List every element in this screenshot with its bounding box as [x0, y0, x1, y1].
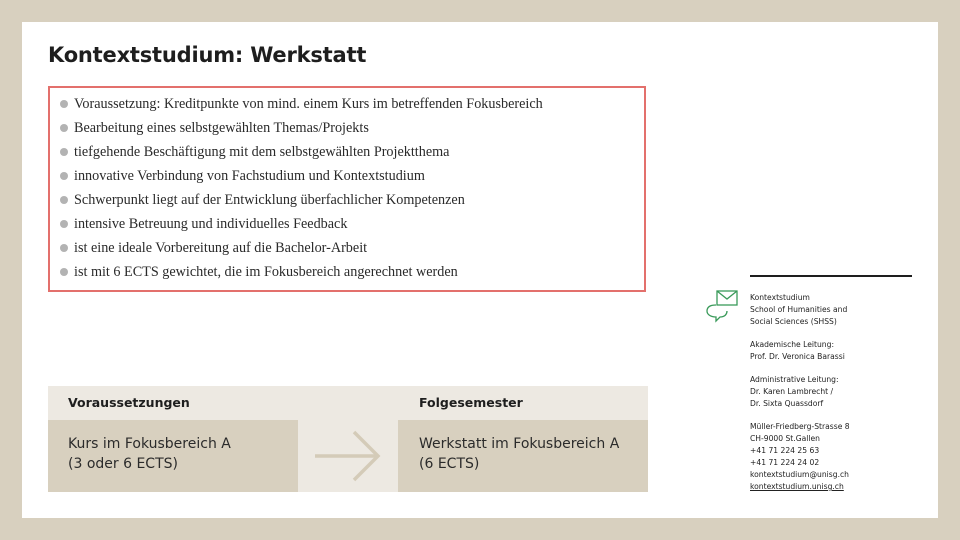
admin-lead-name: Dr. Sixta Quassdorf — [750, 399, 824, 408]
phone: +41 71 224 25 63 — [750, 446, 820, 455]
list-item: Bearbeitung eines selbstgewählten Themas/Projekts — [60, 118, 634, 142]
bullet-dot-icon — [60, 148, 68, 156]
bullet-list — [60, 94, 634, 286]
phone: +41 71 224 24 02 — [750, 458, 820, 467]
divider — [750, 275, 912, 277]
academic-lead-label: Akademische Leitung: — [750, 340, 835, 349]
bullet-dot-icon — [60, 196, 68, 204]
list-item: innovative Verbindung von Fachstudium und Kontextstudium — [60, 166, 634, 190]
flow-header-right: Folgesemester — [419, 395, 523, 410]
bullet-dot-icon — [60, 172, 68, 180]
list-item: intensive Betreuung und individuelles Feedback — [60, 214, 634, 238]
website-link[interactable]: kontextstudium.unisg.ch — [750, 482, 844, 491]
contact-org: School of Humanities and — [750, 305, 848, 314]
academic-lead-name: Prof. Dr. Veronica Barassi — [750, 352, 845, 361]
bullet-dot-icon — [60, 244, 68, 252]
email: kontextstudium@unisg.ch — [750, 470, 849, 479]
list-item: Schwerpunkt liegt auf der Entwicklung überfachlicher Kompetenzen — [60, 190, 634, 214]
flow-cell-right: Werkstatt im Fokusbereich A (6 ECTS) — [398, 420, 648, 492]
contact-org: Social Sciences (SHSS) — [750, 317, 837, 326]
bullet-box — [48, 86, 646, 292]
address-city: CH-9000 St.Gallen — [750, 434, 820, 443]
flow-table — [48, 386, 648, 492]
mail-chat-icon — [706, 289, 740, 323]
bullet-dot-icon — [60, 124, 68, 132]
admin-lead-name: Dr. Karen Lambrecht / — [750, 387, 834, 396]
address-street: Müller-Friedberg-Strasse 8 — [750, 422, 850, 431]
list-item: ist eine ideale Vorbereitung auf die Bachelor-Arbeit — [60, 238, 634, 262]
bullet-dot-icon — [60, 268, 68, 276]
list-item: Voraussetzung: Kreditpunkte von mind. einem Kurs im betreffenden Fokusbereich — [60, 94, 634, 118]
flow-arrow-cell — [298, 420, 398, 492]
flow-cell-left: Kurs im Fokusbereich A (3 oder 6 ECTS) — [48, 420, 298, 492]
list-item: tiefgehende Beschäftigung mit dem selbstgewählten Projektthema — [60, 142, 634, 166]
contact-block — [750, 275, 912, 504]
admin-lead-label: Administrative Leitung: — [750, 375, 839, 384]
flow-header-left: Voraussetzungen — [68, 395, 190, 410]
contact-org: Kontextstudium — [750, 293, 810, 302]
list-item: ist mit 6 ECTS gewichtet, die im Fokusbereich angerechnet werden — [60, 262, 634, 286]
bullet-dot-icon — [60, 100, 68, 108]
bullet-dot-icon — [60, 220, 68, 228]
slide — [22, 22, 938, 518]
arrow-right-icon — [298, 420, 398, 492]
page-title: Kontextstudium: Werkstatt — [48, 43, 367, 67]
